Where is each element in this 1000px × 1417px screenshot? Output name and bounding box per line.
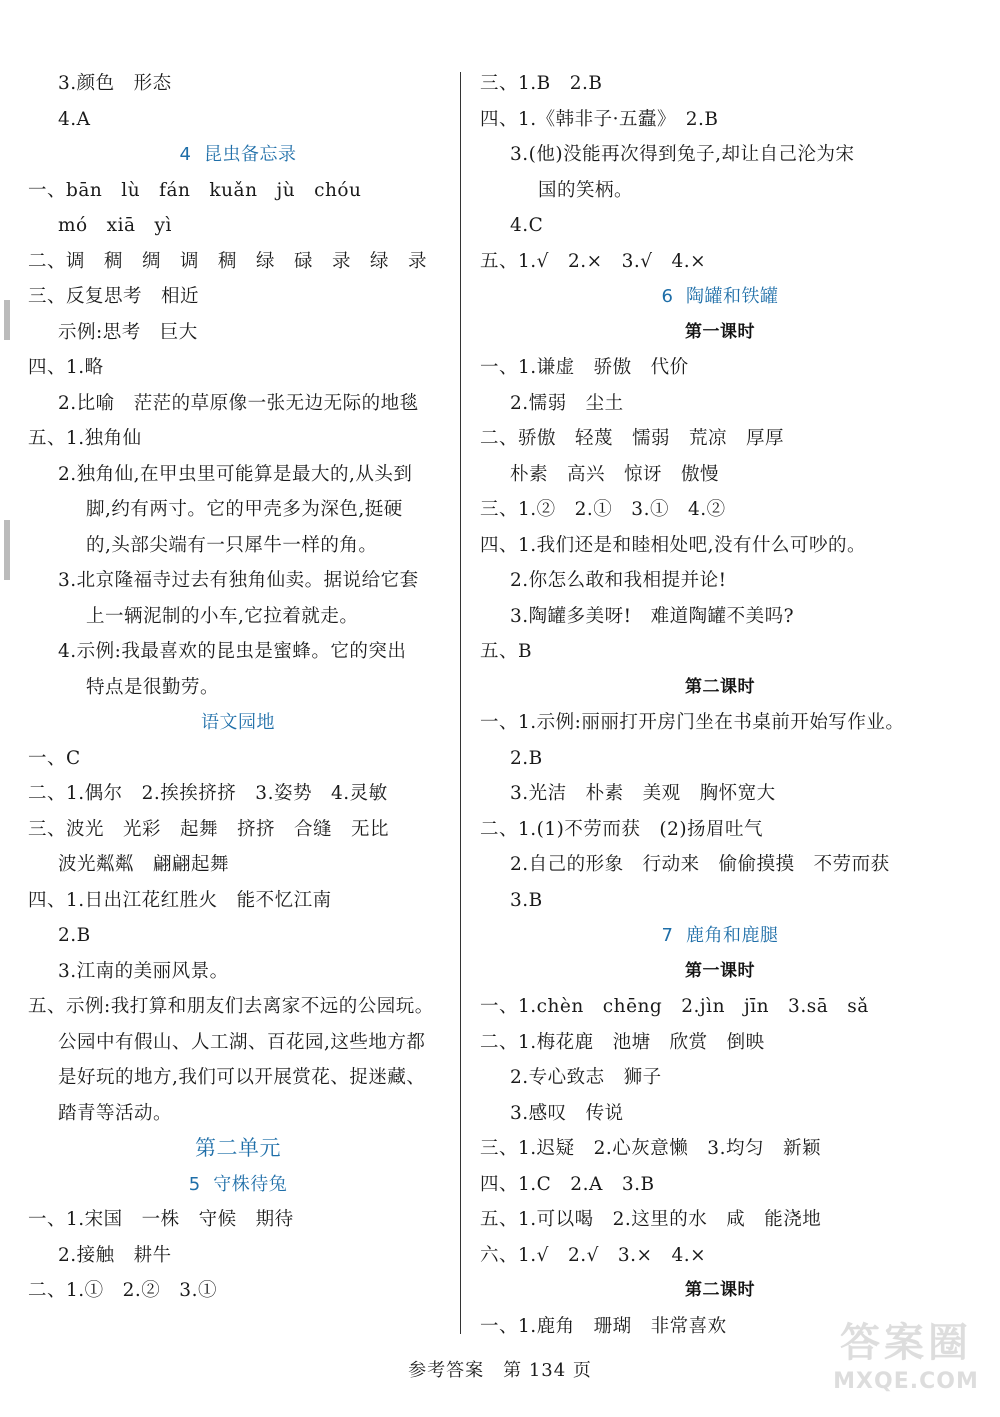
lesson-title: 第一课时 [685,321,755,342]
answer-line: 朴素 高兴 惊讶 傲慢 [510,463,720,485]
right-column [480,66,960,1344]
answer-line: 三、1.② 2.① 3.① 4.② [480,499,726,520]
page-footer: 参考答案 第 134 页 [408,1360,592,1381]
answer-line: 2.懦弱 尘土 [510,392,624,414]
answer-line: 一、C [28,747,81,769]
answer-line: 三、反复思考 相近 [28,286,200,307]
answer-line: 二、调 稠 绸 调 稠 绿 碌 录 绿 录 [28,250,428,272]
answer-line: 一、1.chèn chēng 2.jìn jīn 3.sā sǎ [480,996,869,1017]
answer-line: 3.北京隆福寺过去有独角仙卖。据说给它套 [58,570,419,591]
answer-line: 示例:思考 巨大 [58,321,198,343]
answer-line: 五、示例:我打算和朋友们去离家不远的公园玩。 [28,996,434,1017]
column-divider [460,72,461,1334]
answer-line: 上一辆泥制的小车,它拉着就走。 [86,605,359,627]
answer-line: 是好玩的地方,我们可以开展赏花、捉迷藏、 [58,1067,426,1088]
watermark-logo [826,1318,986,1406]
answer-line: 3.感叹 传说 [510,1102,624,1124]
answer-line: 3.江南的美丽风景。 [58,960,229,982]
answer-line: 五、1.独角仙 [28,428,142,449]
answer-line: 特点是很勤劳。 [86,676,220,698]
answer-line: 三、1.迟疑 2.心灰意懒 3.均匀 新颖 [480,1138,821,1159]
answer-line: 2.你怎么敢和我相提并论! [510,570,727,591]
answer-line: 五、B [480,641,533,662]
scan-edge-mark [4,520,10,580]
answer-line: 国的笑柄。 [538,179,634,201]
answer-line: 公园中有假山、人工湖、百花园,这些地方都 [58,1031,426,1053]
section-title: 4 昆虫备忘录 [179,144,297,165]
answer-line: 三、1.B 2.B [480,73,603,94]
answer-line: 4.A [58,108,91,130]
answer-line: 的,头部尖端有一只犀牛一样的角。 [86,534,378,556]
answer-line: 2.B [510,747,543,769]
answer-line: 踏青等活动。 [58,1102,173,1124]
answer-line: 四、1.我们还是和睦相处吧,没有什么可吵的。 [480,534,867,556]
answer-line: 3.(他)没能再次得到兔子,却让自己沦为宋 [510,144,855,165]
answer-line: 脚,约有两寸。它的甲壳多为深色,挺硬 [86,499,403,520]
left-column [28,66,448,1309]
answer-line: 2.自己的形象 行动来 偷偷摸摸 不劳而获 [510,854,890,875]
answer-line: 4.示例:我最喜欢的昆虫是蜜蜂。它的突出 [58,641,407,662]
answer-line: 一、1.谦虚 骄傲 代价 [480,357,689,378]
answer-line: 2.接触 耕牛 [58,1244,172,1266]
scan-edge-mark [4,300,10,340]
lesson-title: 第二课时 [685,676,755,697]
answer-line: 2.比喻 茫茫的草原像一张无边无际的地毯 [58,392,419,414]
answer-line: 四、1.C 2.A 3.B [480,1173,655,1195]
section-title: 5 守株待兔 [188,1173,288,1195]
answer-line: mó xiā yì [58,215,172,236]
answer-line: 4.C [510,215,544,236]
answer-line: 二、1.(1)不劳而获 (2)扬眉吐气 [480,818,764,840]
answer-line: 一、1.鹿角 珊瑚 非常喜欢 [480,1315,727,1337]
answer-line: 波光粼粼 翩翩起舞 [58,854,230,875]
section-title: 6 陶罐和铁罐 [661,286,779,307]
answer-line: 二、骄傲 轻蔑 懦弱 荒凉 厚厚 [480,428,785,449]
answer-line: 三、波光 光彩 起舞 挤挤 合缝 无比 [28,818,390,840]
answer-line: 一、1.示例:丽丽打开房门坐在书桌前开始写作业。 [480,712,905,733]
lesson-title: 第一课时 [685,960,755,981]
watermark-text-top: 答案圈 [840,1320,972,1366]
answer-line: 3.颜色 形态 [58,73,172,94]
answer-line: 二、1.梅花鹿 池塘 欣赏 倒映 [480,1031,765,1053]
answer-line: 二、1.偶尔 2.挨挨挤挤 3.姿势 4.灵敏 [28,783,388,804]
answer-line: 3.陶罐多美呀! 难道陶罐不美吗? [510,605,795,627]
answer-line: 2.B [58,925,91,946]
answer-line: 五、1.√ 2.× 3.√ 4.× [480,250,707,272]
answer-line: 二、1.① 2.② 3.① [28,1280,217,1301]
answer-line: 2.独角仙,在甲虫里可能算是最大的,从头到 [58,463,413,485]
answer-line: 五、1.可以喝 2.这里的水 咸 能浇地 [480,1209,822,1230]
answer-line: 一、bān lù fán kuǎn jù chóu [28,179,362,201]
section-title: 语文园地 [201,712,275,733]
answer-line: 六、1.√ 2.√ 3.× 4.× [480,1244,707,1266]
answer-line: 2.专心致志 狮子 [510,1067,662,1088]
lesson-title: 第二课时 [685,1280,755,1300]
answer-line: 3.光洁 朴素 美观 胸怀宽大 [510,783,776,804]
answer-line: 四、1.日出江花红胜火 能不忆江南 [28,889,332,911]
answer-line: 一、1.宋国 一株 守候 期待 [28,1209,294,1230]
section-title: 7 鹿角和鹿腿 [661,925,779,946]
answer-line: 四、1.《韩非子·五蠹》 2.B [480,108,719,130]
answer-line: 四、1.略 [28,357,104,378]
answer-line: 3.B [510,889,543,911]
watermark-text-bottom: MXQE.COM [833,1369,979,1394]
unit-title: 第二单元 [195,1136,281,1160]
